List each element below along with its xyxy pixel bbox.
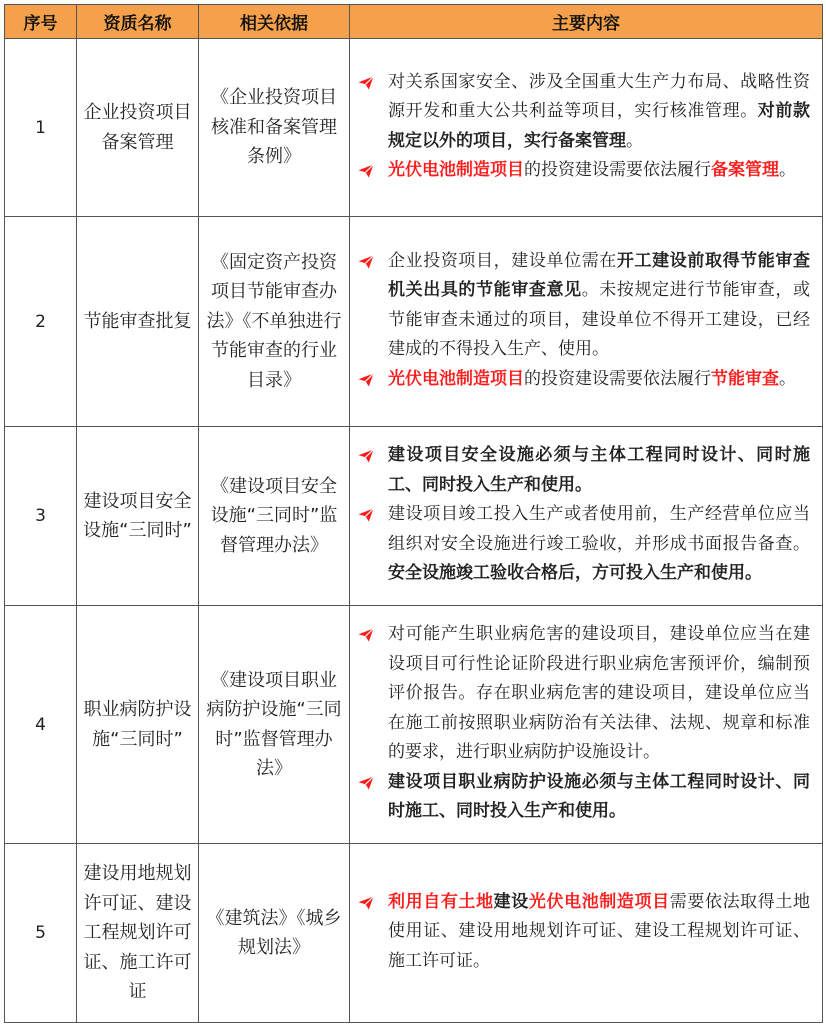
text-run: 建设项目职业病防护设施必须与主体工程同时设计、同时施工、同时投入生产和使用。 (388, 771, 810, 822)
content-bullet (358, 365, 810, 395)
paper-plane-icon (358, 247, 388, 269)
text-run: 利用自有土地 (388, 891, 494, 912)
row-index: 1 (5, 39, 77, 217)
table-row (5, 844, 823, 1023)
table-row (5, 217, 823, 427)
bullet-text (388, 68, 810, 157)
qualification-name: 建设项目安全设施“三同时” (77, 427, 199, 606)
qualification-name: 企业投资项目备案管理 (77, 39, 199, 217)
text-run: 备案管理 (711, 160, 779, 180)
bullet-text (388, 768, 810, 827)
paper-plane-icon (358, 365, 388, 387)
text-run: 对关系国家安全、涉及全国重大生产力布局、战略性资源开发和重大公共利益等项目，实行核准管理。 (388, 71, 810, 121)
table-header-row (5, 5, 823, 39)
main-content (350, 844, 823, 1023)
content-bullet (358, 156, 810, 186)
text-run: 的投资建设需要依法履行 (524, 368, 711, 389)
text-run: 需要依法取得土地使用证、建设用地规划许可证、建设工程规划许可证、施工许可证。 (388, 891, 811, 971)
text-run: 建设项目竣工投入生产或者使用前，生产经营单位应当组织对安全设施进行竣工验收，并形成书面报告备查。 (388, 504, 810, 554)
qualification-name: 职业病防护设施“三同时” (77, 606, 199, 844)
bullet-text (388, 365, 810, 395)
bullet-text (388, 156, 810, 186)
legal-basis: 《建筑法》《城乡规划法》 (199, 844, 350, 1023)
text-run: 。 (779, 368, 796, 389)
text-run: 光伏电池制造项目 (528, 891, 670, 912)
qualification-table (4, 4, 823, 1023)
paper-plane-icon (358, 888, 388, 910)
table-row (5, 606, 823, 844)
text-run: 。 (779, 160, 796, 180)
paper-plane-icon (358, 500, 388, 522)
qualification-table-sheet (4, 4, 822, 1026)
bullet-text (388, 247, 810, 365)
text-run: 安全设施竣工验收合格后，方可投入生产和使用。 (388, 563, 762, 584)
text-run: 光伏电池制造项目 (388, 160, 524, 180)
table-row (5, 39, 823, 217)
legal-basis: 《固定资产投资项目节能审查办法》《不单独进行节能审查的行业目录》 (199, 217, 350, 427)
main-content (350, 606, 823, 844)
paper-plane-icon (358, 156, 388, 178)
text-run: 对前款规定以外的项目，实行备案管理 (388, 101, 811, 151)
header-index: 序号 (5, 5, 77, 39)
content-bullet (358, 441, 810, 500)
header-legal-basis: 相关依据 (199, 5, 350, 39)
main-content (350, 39, 823, 217)
content-bullet (358, 247, 810, 365)
row-index: 5 (5, 844, 77, 1023)
paper-plane-icon (358, 441, 388, 463)
row-index: 2 (5, 217, 77, 427)
bullet-text (388, 441, 810, 500)
content-bullet (358, 620, 810, 768)
legal-basis: 《企业投资项目核准和备案管理条例》 (199, 39, 350, 217)
content-bullet (358, 888, 810, 977)
text-run: 。未按规定进行节能审查，或节能审查未通过的项目，建设单位不得开工建设，已经建成的不得投入生产、使用。 (388, 280, 811, 360)
paper-plane-icon (358, 68, 388, 90)
bullet-text (388, 888, 810, 977)
header-main-content: 主要内容 (350, 5, 823, 39)
text-run: 节能审查 (711, 368, 779, 389)
table-row (5, 427, 823, 606)
main-content (350, 217, 823, 427)
paper-plane-icon (358, 768, 388, 790)
text-run: 建设 (493, 891, 529, 912)
content-bullet (358, 500, 810, 589)
content-bullet (358, 768, 810, 827)
main-content (350, 427, 823, 606)
text-run: 开工建设前取得节能审查机关出具的节能审查意见 (388, 250, 811, 301)
header-qualification-name: 资质名称 (77, 5, 199, 39)
qualification-name: 节能审查批复 (77, 217, 199, 427)
bullet-text (388, 620, 810, 768)
bullet-text (388, 500, 810, 589)
qualification-name: 建设用地规划许可证、建设工程规划许可证、施工许可证 (77, 844, 199, 1023)
legal-basis: 《建设项目安全设施“三同时”监督管理办法》 (199, 427, 350, 606)
text-run: 对可能产生职业病危害的建设项目，建设单位应当在建设项目可行性论证阶段进行职业病危害预评价，编制预评价报告。存在职业病危害的建设项目，建设单位应当在施工前按照职业病防治有关法律、法规、规章和标准的要求，进行职业病防护设施设计。 (388, 624, 810, 763)
text-run: 光伏电池制造项目 (388, 368, 524, 389)
text-run: 。 (626, 130, 643, 151)
legal-basis: 《建设项目职业病防护设施“三同时”监督管理办法》 (199, 606, 350, 844)
row-index: 4 (5, 606, 77, 844)
row-index: 3 (5, 427, 77, 606)
content-bullet (358, 68, 810, 157)
text-run: 企业投资项目，建设单位需在 (388, 250, 617, 271)
text-run: 建设项目安全设施必须与主体工程同时设计、同时施工、同时投入生产和使用。 (388, 445, 810, 495)
paper-plane-icon (358, 620, 388, 642)
text-run: 的投资建设需要依法履行 (524, 160, 711, 180)
